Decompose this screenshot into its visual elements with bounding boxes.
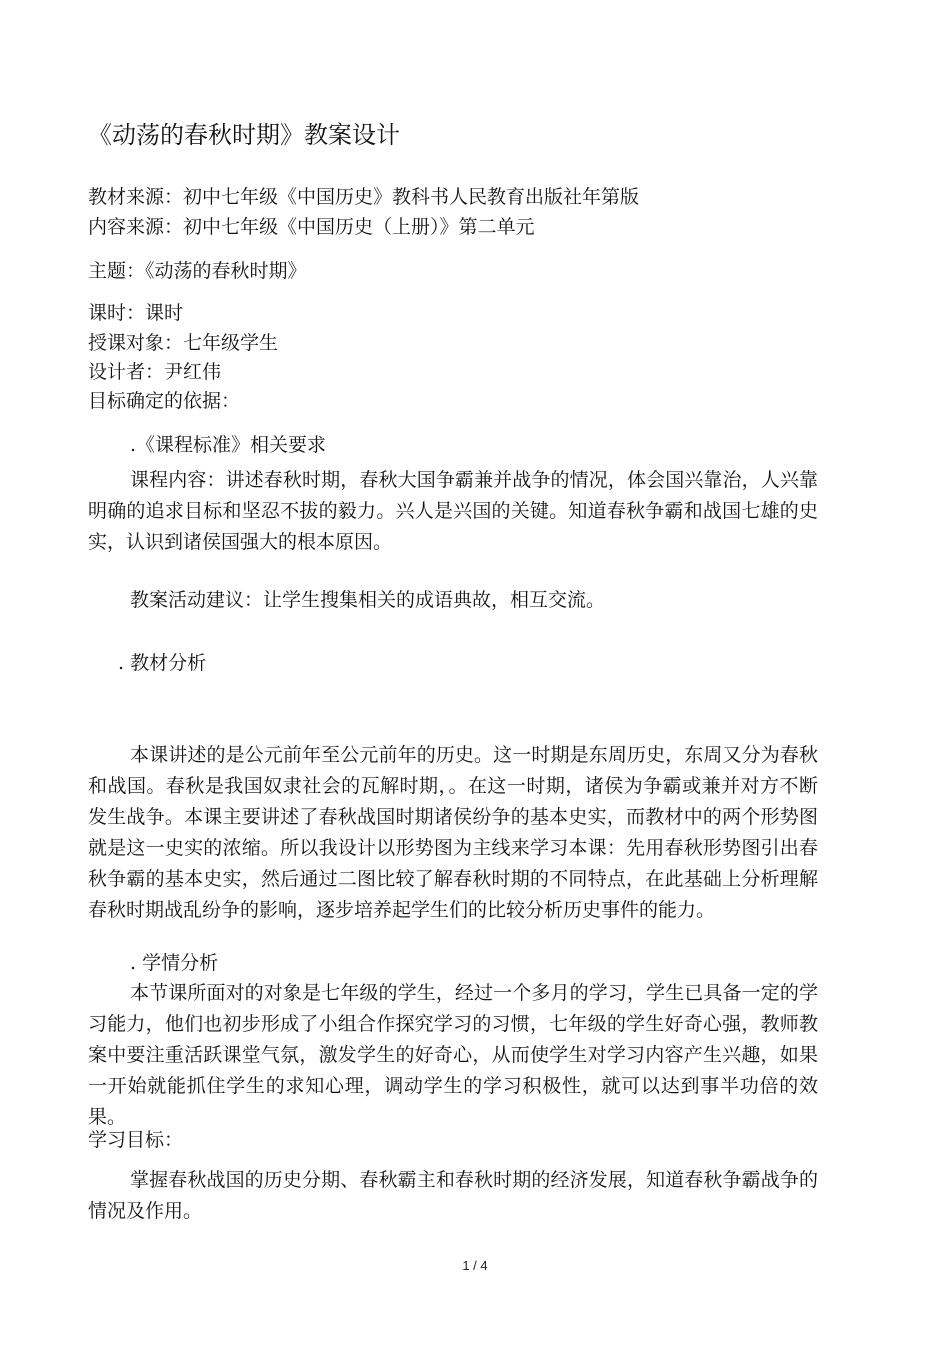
student-analysis-paragraph: 本节课所面对的对象是七年级的学生，经过一个多月的学习，学生已具备一定的学习能力，他们也初步形成了小组合作探究学习的习惯，七年级的学生好奇心强，教师教案中要注重活跃课堂气氛，激发学生的好奇心，从而使学生对学习内容产生兴趣，如果一开始就能抓住学生的求知心理，调动学生的学习积极性，就可以达到事半功倍的效果。 xyxy=(88,982,818,1128)
section-standard-heading: .《课程标准》相关要求 xyxy=(130,434,327,456)
section-material-heading: . 教材分析 xyxy=(118,652,207,674)
learning-goals-paragraph: 掌握春秋战国的历史分期、春秋霸主和春秋时期的经济发展，知道春秋争霸战争的情况及作用。 xyxy=(88,1169,818,1222)
topic: 主题：《动荡的春秋时期》 xyxy=(88,260,307,282)
section-student-heading: . 学情分析 xyxy=(130,952,219,974)
objective-basis: 目标确定的依据： xyxy=(88,390,241,412)
material-analysis-paragraph: 本课讲述的是公元前年至公元前年的历史。这一时期是东周历史，东周又分为春秋和战国。春秋是我国奴隶社会的瓦解时期，。在这一时期，诸侯为争霸或兼并对方不断发生战争。本课主要讲述了春秋战国时期诸侯纷争的基本史实，而教材中的两个形势图就是这一史实的浓缩。所以我设计以形势图为主线来学习本课：先用春秋形势图引出春秋争霸的基本史实，然后通过二图比较了解春秋时期的不同特点，在此基础上分析理解春秋时期战乱纷争的影响，逐步培养起学生们的比较分析历史事件的能力。 xyxy=(88,744,818,921)
lesson-hours: 课时：课时 xyxy=(88,302,184,324)
activity-suggestion: 教案活动建议：让学生搜集相关的成语典故，相互交流。 xyxy=(130,589,606,611)
document-title: 《动荡的春秋时期》教案设计 xyxy=(88,121,400,149)
course-content-paragraph: 课程内容：讲述春秋时期，春秋大国争霸兼并战争的情况，体会国兴靠治，人兴靠明确的追求目标和坚忍不拔的毅力。兴人是兴国的关键。知道春秋争霸和战国七雄的史实，认识到诸侯国强大的根本原因。 xyxy=(88,469,818,553)
source-content: 内容来源：初中七年级《中国历史（上册）》第二单元 xyxy=(88,216,535,238)
designer: 设计者：尹红伟 xyxy=(88,361,222,383)
source-textbook: 教材来源：初中七年级《中国历史》教科书人民教育出版社年第版 xyxy=(88,186,640,208)
page-number: 1 / 4 xyxy=(462,1258,488,1273)
learning-goals-heading: 学习目标： xyxy=(88,1129,184,1151)
audience: 授课对象：七年级学生 xyxy=(88,332,279,354)
